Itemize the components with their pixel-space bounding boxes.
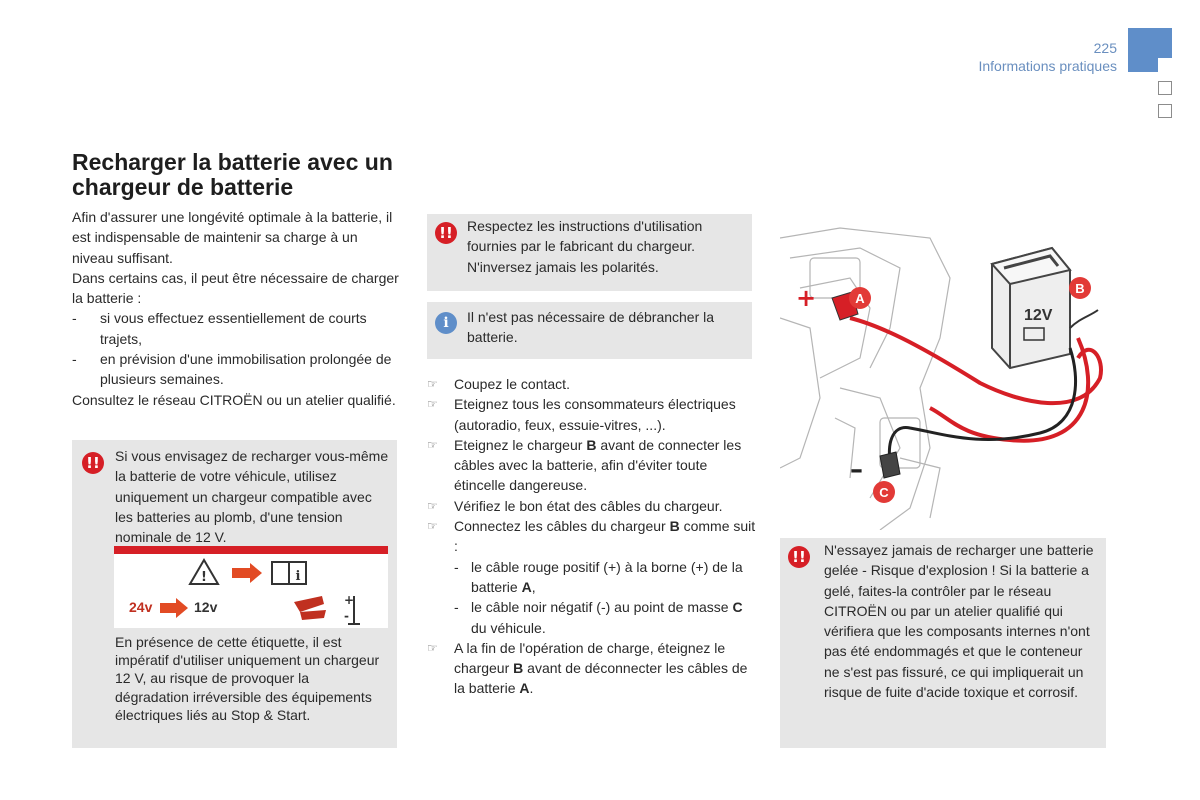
page-number: 225 [1093,40,1117,56]
battery-charger-diagram [780,218,1110,530]
list-item: ☞ Connectez les câbles du chargeur B comme suit : - le câble rouge positif (+) à la borne (+) de la batterie A, - le câble noir négatif (-) au point de masse C du véhicule. [427,516,757,638]
svg-text:!: ! [201,570,207,585]
intro-paragraph-3: Consultez le réseau CITROËN ou un atelier qualifié. [72,391,396,408]
label-b: B [1075,281,1085,296]
list-item: ☞ Eteignez le chargeur B avant de connecter les câbles avec la batterie, afin d'éviter toute étincelle dangereuse. [427,436,742,494]
intro-paragraph-1: Afin d'assurer une longévité optimale à la batterie, il est indispensable de maintenir sa charge à un niveau suffisant. [72,209,393,266]
stop-start-label-image [114,546,388,628]
svg-text:+: + [344,593,355,607]
info-icon: i [435,312,457,334]
stop-start-note: En présence de cette étiquette, il est impératif d'utiliser uniquement un chargeur 12 V, au risque de provoquer la dégradation irréversible des équipements électriques liés au Stop & Start. [115,634,380,723]
minus-sign: – [850,455,863,485]
warning-box-frozen-battery [780,538,1106,748]
warning-text: Respectez les instructions d'utilisation fournies par le fabricant du chargeur. N'inversez jamais les polarités. [467,218,703,275]
page-title: Recharger la batterie avec un chargeur de batterie [72,149,393,200]
label-a: A [855,291,865,306]
charger-voltage-label: 12V [1024,307,1053,324]
section-label: Informations pratiques [978,58,1117,74]
warning-text: N'essayez jamais de recharger une batterie gelée - Risque d'explosion ! Si la batterie a gelé, faites-la contrôler par le réseau CITROËN ou par un atelier qualifié qui vérifiera que les composants internes n'ont pas été endommagés et que le conteneur ne s'est pas fissuré, ce qui impliquerait un risque de fuite d'acide toxique et corrosif. [824,542,1094,701]
warning-icon: !! [435,222,457,244]
procedure-steps [427,374,757,699]
intro-paragraph-2: Dans certains cas, il peut être nécessaire de charger la batterie : [72,269,399,307]
sub-item: - le câble rouge positif (+) à la borne (+) de la batterie A, [454,558,743,595]
label-12v: 12v [194,599,218,615]
svg-text:i: i [295,569,301,584]
warning-box-polarity [427,214,752,291]
warning-text: Si vous envisagez de recharger vous-même la batterie de votre véhicule, utilisez uniquement un chargeur compatible avec les batteries au plomb, d'une tension nominale de 12 V. [115,448,389,546]
label-c: C [879,485,889,500]
warning-icon: !! [82,452,104,474]
intro-text [72,207,402,410]
warning-icon: !! [788,546,810,568]
list-item: ☞ Vérifiez le bon état des câbles du chargeur. [427,497,723,514]
info-text: Il n'est pas nécessaire de débrancher la batterie. [467,309,715,346]
label-24v: 24v [129,599,153,615]
list-item: ☞ Coupez le contact. [427,376,570,392]
list-item: - si vous effectuez essentiellement de courts trajets, [72,310,367,347]
tab-marker-3 [1158,104,1172,118]
sub-item: - le câble noir négatif (-) au point de masse C du véhicule. [454,599,743,636]
warning-box-charger-compat [72,440,397,748]
list-item: ☞ A la fin de l'opération de charge, éteignez le chargeur B avant de déconnecter les câbles de la batterie A. [427,639,748,697]
plus-sign: + [796,284,817,312]
svg-text:-: - [344,609,349,623]
tab-marker-2 [1158,81,1172,95]
list-item: - en prévision d'une immobilisation prolongée de plusieurs semaines. [72,351,392,388]
info-box-no-disconnect [427,302,752,359]
tab-marker-1 [1158,58,1172,72]
list-item: ☞ Eteignez tous les consommateurs électriques (autoradio, feux, essuie-vitres, ...). [427,396,736,433]
